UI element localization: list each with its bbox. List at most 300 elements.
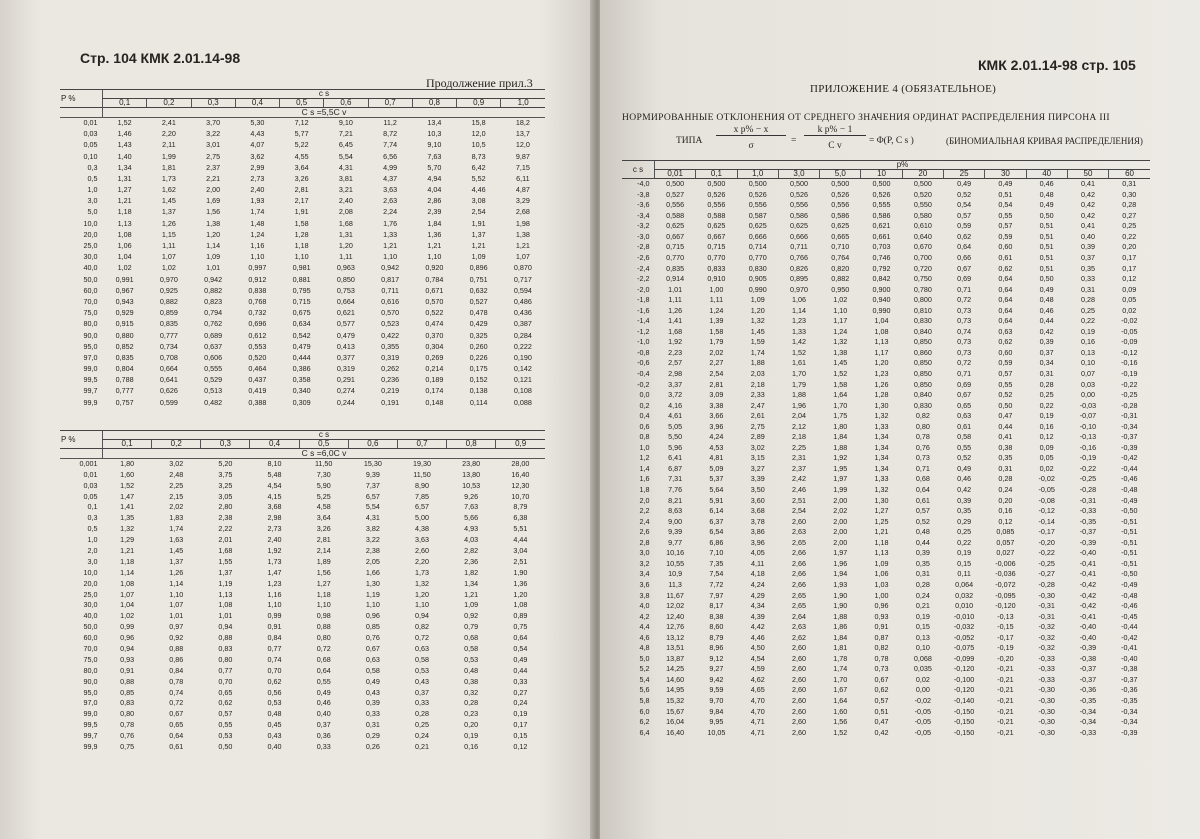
value-cell: 1,28 (874, 390, 889, 400)
value-cell: 0,88 (169, 643, 184, 653)
value-cell: 0,62 (267, 676, 282, 686)
value-cell: 1,70 (791, 369, 806, 379)
value-cell: 0,377 (336, 352, 355, 362)
cs-cell: 3,2 (639, 558, 650, 568)
cs-cell: 3,8 (639, 590, 650, 600)
value-cell: 0,817 (381, 274, 400, 284)
value-cell: 0,59 (957, 221, 972, 231)
value-cell: 2,60 (791, 674, 806, 684)
value-cell: 1,18 (874, 537, 889, 547)
cv-header: 0,7 (368, 99, 412, 108)
value-cell: 1,60 (120, 469, 135, 479)
value-cell: 2,63 (791, 527, 806, 537)
p-col-header: 60 (1109, 170, 1150, 179)
value-cell: 3,15 (750, 453, 765, 463)
p-cell: 1,0 (87, 535, 98, 545)
value-cell: 0,671 (425, 285, 444, 295)
value-cell: 2,01 (218, 535, 233, 545)
value-cell: 1,41 (120, 502, 135, 512)
value-cell: 2,15 (169, 491, 184, 501)
value-cell: 1,02 (117, 263, 132, 273)
value-cell: 4,65 (750, 685, 765, 695)
value-cell: 3,63 (383, 185, 398, 195)
p-cell: 80,0 (83, 665, 98, 675)
value-cell: -0,13 (1079, 432, 1097, 442)
value-cell: 0,71 (915, 463, 930, 473)
p-cell: 99,0 (83, 364, 98, 374)
value-cell: 0,586 (831, 210, 850, 220)
value-cell: 0,75 (120, 742, 135, 751)
value-cell: 13,12 (666, 632, 685, 642)
value-cell: 0,387 (513, 319, 532, 329)
value-cell: 2,81 (294, 185, 309, 195)
value-cell: 12,40 (666, 611, 685, 621)
value-cell: 2,62 (791, 632, 806, 642)
value-cell: 3,60 (750, 495, 765, 505)
value-cell: 9,00 (668, 516, 683, 526)
value-cell: 2,25 (169, 480, 184, 490)
value-cell: 2,02 (709, 347, 724, 357)
value-cell: 0,16 (998, 506, 1013, 516)
value-cell: 1,79 (791, 379, 806, 389)
value-cell: 0,766 (789, 253, 808, 262)
cs-cell: 0,4 (639, 411, 650, 421)
value-cell: -0,120 (953, 685, 975, 695)
value-cell: 1,92 (668, 337, 683, 347)
value-cell: 1,27 (874, 506, 889, 516)
value-cell: 7,31 (668, 474, 683, 484)
value-cell: 0,25 (1080, 305, 1095, 315)
value-cell: 2,54 (709, 369, 724, 379)
value-cell: 1,74 (833, 664, 848, 674)
table-row (622, 579, 1150, 590)
value-cell: 0,621 (336, 308, 355, 318)
table-row (622, 263, 1150, 274)
value-cell: 0,708 (159, 352, 178, 362)
value-cell: -0,10 (1079, 421, 1097, 431)
value-cell: 1,40 (117, 151, 132, 161)
value-cell: 4,54 (750, 653, 765, 663)
value-cell: -0,51 (1121, 537, 1138, 547)
value-cell: 15,8 (471, 118, 486, 128)
value-cell: -0,33 (1038, 664, 1055, 674)
value-cell: -0,42 (1121, 632, 1138, 642)
value-cell: 0,358 (292, 375, 311, 385)
value-cell: 0,28 (1080, 295, 1095, 305)
value-cell: 0,64 (513, 633, 528, 643)
value-cell: 0,51 (998, 189, 1013, 199)
value-cell: 2,65 (791, 590, 806, 600)
value-cell: 0,92 (169, 633, 184, 643)
value-cell: 0,057 (996, 537, 1015, 547)
p-cell: 0,3 (87, 513, 98, 523)
value-cell: 0,49 (957, 179, 972, 189)
value-cell: 1,01 (668, 284, 683, 294)
value-cell: 0,48 (915, 527, 930, 537)
value-cell: 0,48 (267, 709, 282, 719)
value-cell: 1,00 (874, 590, 889, 600)
value-cell: 4,07 (250, 140, 265, 150)
value-cell: 1,45 (750, 326, 765, 336)
value-cell: 4,59 (750, 664, 765, 674)
value-cell: 2,60 (791, 695, 806, 705)
p-cell: 99,9 (83, 742, 98, 751)
value-cell: 1,01 (206, 263, 221, 273)
p-col-header: 50 (1067, 170, 1108, 179)
p-col-header: 10 (861, 170, 902, 179)
p-cell: 0,05 (83, 491, 98, 501)
value-cell: 3,26 (294, 173, 309, 183)
value-cell: 0,13 (1080, 347, 1095, 357)
value-cell: 0,792 (872, 263, 891, 273)
value-cell: 4,87 (515, 185, 530, 195)
value-cell: 0,57 (218, 709, 233, 719)
value-cell: 1,97 (833, 548, 848, 558)
value-cell: 3,68 (750, 506, 765, 516)
value-cell: 0,835 (666, 263, 685, 273)
value-cell: 0,670 (913, 242, 932, 252)
value-cell: 0,46 (1039, 179, 1054, 189)
value-cell: 1,09 (874, 558, 889, 568)
p-cell: 0,1 (87, 502, 98, 512)
value-cell: 10,70 (511, 491, 530, 501)
table-row (622, 548, 1150, 559)
p-cell: 30,0 (83, 600, 98, 610)
value-cell: 1,52 (117, 118, 132, 128)
value-cell: 0,291 (336, 375, 355, 385)
table-row (622, 527, 1150, 538)
value-cell: 2,60 (791, 516, 806, 526)
value-cell: -0,50 (1121, 569, 1138, 579)
value-cell: 5,77 (294, 129, 309, 139)
value-cell: 0,37 (316, 720, 331, 730)
value-cell: 1,21 (427, 241, 442, 251)
value-cell: 4,55 (294, 151, 309, 161)
value-cell: 4,37 (383, 173, 398, 183)
value-cell: 0,55 (218, 720, 233, 730)
value-cell: 1,48 (250, 218, 265, 228)
value-cell: 0,963 (336, 263, 355, 273)
value-cell: 0,940 (872, 295, 891, 305)
cs-cell: 2,6 (639, 527, 650, 537)
value-cell: 14,60 (666, 674, 685, 684)
value-cell: 0,78 (915, 432, 930, 442)
value-cell: 1,30 (365, 578, 380, 588)
value-cell: 2,60 (791, 685, 806, 695)
value-cell: 5,48 (267, 469, 282, 479)
value-cell: 0,25 (1122, 221, 1137, 231)
value-cell: 1,75 (833, 411, 848, 421)
value-cell: 0,734 (159, 341, 178, 351)
value-cell: 2,02 (169, 502, 184, 512)
value-cell: 10,16 (666, 548, 685, 558)
value-cell: 4,24 (709, 432, 724, 442)
formula-numerator-1: x p% − x (716, 125, 786, 136)
value-cell: 5,91 (709, 495, 724, 505)
value-cell: -0,010 (953, 611, 975, 621)
value-cell: 0,68 (316, 654, 331, 664)
table-row (60, 195, 545, 206)
value-cell: -0,41 (1079, 611, 1097, 621)
value-cell: 0,35 (915, 558, 930, 568)
value-cell: 0,63 (998, 326, 1013, 336)
value-cell: 6,41 (668, 453, 683, 463)
value-cell: 11,3 (668, 579, 682, 589)
p-header: P % (60, 431, 103, 449)
value-cell: -0,46 (1121, 474, 1138, 484)
table-row (60, 480, 545, 491)
value-cell: 0,556 (707, 200, 726, 210)
table-row (622, 495, 1150, 506)
table-row (622, 611, 1150, 622)
value-cell: -0,02 (1038, 474, 1055, 484)
table-row (622, 358, 1150, 369)
value-cell: -0,150 (953, 727, 975, 737)
value-cell: 1,99 (833, 485, 848, 495)
table-row (622, 664, 1150, 675)
value-cell: 2,66 (791, 558, 806, 568)
p-col-header: 30 (985, 170, 1026, 179)
value-cell: 0,31 (915, 569, 930, 579)
value-cell: 2,60 (791, 727, 806, 737)
value-cell: -0,19 (1079, 453, 1097, 463)
value-cell: 0,55 (957, 442, 972, 452)
value-cell: 2,66 (791, 569, 806, 579)
value-cell: 2,60 (415, 545, 430, 555)
value-cell: 3,68 (267, 502, 282, 512)
cs-cell: -3,0 (637, 231, 650, 241)
value-cell: 0,33 (513, 676, 528, 686)
value-cell: 0,22 (1039, 400, 1054, 410)
value-cell: 0,61 (998, 253, 1013, 262)
value-cell: 4,99 (383, 162, 398, 172)
value-cell: 3,78 (750, 516, 765, 526)
value-cell: 1,52 (120, 480, 135, 490)
value-cell: 0,152 (469, 375, 488, 385)
value-cell: 8,38 (709, 611, 724, 621)
value-cell: 0,355 (381, 341, 400, 351)
value-cell: 0,138 (469, 386, 488, 396)
value-cell: 0,915 (115, 319, 134, 329)
value-cell: 2,75 (750, 421, 765, 431)
value-cell: 8,60 (709, 622, 724, 632)
value-cell: 1,37 (218, 567, 233, 577)
value-cell: 0,479 (336, 330, 355, 340)
table-row (622, 316, 1150, 327)
value-cell: 0,833 (707, 263, 726, 273)
value-cell: 0,661 (872, 231, 891, 241)
value-cell: 0,777 (159, 330, 178, 340)
value-cell: 10,53 (462, 480, 481, 490)
value-cell: 0,711 (790, 242, 808, 252)
value-cell: 0,43 (415, 676, 430, 686)
value-cell: -0,41 (1079, 569, 1097, 579)
value-cell: -0,39 (1079, 537, 1097, 547)
value-cell: 0,93 (120, 654, 135, 664)
cs-cell: -0,4 (637, 369, 650, 379)
value-cell: 4,44 (513, 535, 528, 545)
value-cell: 0,64 (998, 284, 1013, 294)
value-cell: 2,65 (791, 537, 806, 547)
cs-cell: 2,8 (639, 537, 650, 547)
value-cell: 0,634 (292, 319, 311, 329)
cv-header: 1,0 (501, 99, 545, 108)
value-cell: 1,08 (120, 578, 135, 588)
value-cell: 3,25 (218, 480, 233, 490)
value-cell: 0,91 (120, 665, 135, 675)
value-cell: -0,19 (1121, 369, 1138, 379)
table-row (60, 218, 545, 229)
value-cell: 2,36 (464, 556, 479, 566)
value-cell: -0,37 (1079, 527, 1097, 537)
value-cell: -0,12 (1121, 347, 1138, 357)
value-cell: 0,64 (957, 242, 972, 252)
value-cell: 5,09 (709, 463, 724, 473)
value-cell: 2,40 (250, 185, 265, 195)
value-cell: -0,21 (997, 664, 1014, 674)
value-cell: -0,41 (1121, 643, 1138, 653)
value-cell: 0,57 (957, 210, 972, 220)
value-cell: 0,09 (1122, 284, 1137, 294)
value-cell: 16,40 (666, 727, 685, 737)
value-cell: 0,38 (464, 676, 479, 686)
value-cell: 1,35 (120, 513, 135, 523)
value-cell: 0,835 (159, 319, 178, 329)
value-cell: -0,37 (1121, 432, 1138, 442)
value-cell: 0,44 (998, 421, 1013, 431)
value-cell: 0,97 (169, 622, 184, 632)
value-cell: 0,53 (464, 654, 479, 664)
value-cell: 0,625 (789, 221, 808, 231)
value-cell: 0,621 (872, 221, 891, 231)
cs-cell: -2,6 (637, 253, 650, 262)
value-cell: 2,14 (316, 545, 331, 555)
value-cell: -0,42 (1079, 590, 1097, 600)
value-cell: 0,61 (915, 495, 930, 505)
table-row (622, 716, 1150, 727)
value-cell: 0,28 (415, 709, 430, 719)
value-cell: 4,29 (750, 590, 765, 600)
value-cell: 1,21 (383, 241, 398, 251)
value-cell: 0,55 (998, 210, 1013, 220)
value-cell: 0,527 (469, 296, 488, 306)
p-cell: 99,0 (83, 709, 98, 719)
table-row (60, 621, 545, 632)
value-cell: 0,991 (115, 274, 134, 284)
value-cell: 0,189 (425, 375, 444, 385)
formula-denominator-1: σ (748, 141, 754, 151)
value-cell: -0,15 (997, 622, 1014, 632)
p-cell: 0,05 (83, 140, 98, 150)
value-cell: 1,03 (874, 579, 889, 589)
value-cell: 3,50 (750, 485, 765, 495)
value-cell: 1,34 (117, 162, 132, 172)
value-cell: 0,35 (998, 453, 1013, 463)
value-cell: 0,73 (957, 305, 972, 315)
value-cell: 0,46 (957, 474, 972, 484)
value-cell: 1,04 (117, 252, 132, 262)
value-cell: 5,70 (427, 162, 442, 172)
value-cell: 0,41 (998, 432, 1013, 442)
value-cell: 0,700 (913, 253, 932, 262)
value-cell: 0,500 (831, 179, 850, 189)
table-row (60, 632, 545, 643)
value-cell: 0,444 (292, 352, 311, 362)
value-cell: -0,052 (953, 632, 975, 642)
value-cell: 7,76 (668, 485, 683, 495)
value-cell: -0,36 (1079, 685, 1097, 695)
value-cell: 0,42 (1080, 200, 1095, 210)
value-cell: -0,19 (997, 643, 1014, 653)
value-cell: -0,39 (1121, 727, 1138, 737)
value-cell: 13,4 (427, 118, 442, 128)
cv-header: 0,7 (397, 440, 446, 449)
value-cell: 1,47 (267, 567, 282, 577)
value-cell: 1,21 (515, 241, 530, 251)
value-cell: -0,35 (1121, 695, 1138, 705)
table-row (622, 432, 1150, 443)
value-cell: 1,34 (874, 463, 889, 473)
value-cell: 1,47 (120, 491, 135, 501)
value-cell: -0,31 (1079, 495, 1097, 505)
value-cell: 0,32 (464, 687, 479, 697)
value-cell: 4,46 (750, 632, 765, 642)
value-cell: 2,38 (218, 513, 233, 523)
value-cell: 0,717 (513, 274, 532, 284)
value-cell: 0,50 (1039, 210, 1054, 220)
value-cell: 1,88 (833, 611, 848, 621)
value-cell: 4,43 (250, 129, 265, 139)
value-cell: 0,108 (513, 386, 532, 396)
right-page (600, 0, 1200, 839)
value-cell: 1,69 (206, 196, 221, 206)
value-cell: 0,71 (957, 369, 972, 379)
value-cell: 1,90 (833, 601, 848, 611)
value-cell: 5,30 (250, 118, 265, 128)
value-cell: 0,500 (666, 179, 685, 189)
value-cell: 1,41 (668, 316, 683, 326)
value-cell: 0,35 (957, 506, 972, 516)
value-cell: 0,478 (469, 308, 488, 318)
p-cell: 10,0 (83, 567, 98, 577)
cs-cell: 2,2 (639, 506, 650, 516)
table-row (60, 307, 545, 318)
value-cell: 0,580 (913, 210, 932, 220)
value-cell: 0,556 (789, 200, 808, 210)
p-cell: 30,0 (83, 252, 98, 262)
value-cell: 0,63 (957, 411, 972, 421)
cs-cell: 4,0 (639, 601, 650, 611)
p-cell: 50,0 (83, 274, 98, 284)
value-cell: -0,44 (1121, 463, 1138, 473)
value-cell: 0,553 (248, 341, 267, 351)
value-cell: 2,20 (161, 129, 176, 139)
value-cell: 0,625 (666, 221, 685, 231)
value-cell: 0,96 (365, 611, 380, 621)
value-cell: 4,16 (668, 400, 683, 410)
table-row (622, 442, 1150, 453)
page-header: Стр. 104 КМК 2.01.14-98 (80, 50, 241, 66)
cv-header: 0,8 (412, 99, 456, 108)
value-cell: 6,14 (709, 506, 724, 516)
value-cell: 0,419 (248, 386, 267, 396)
value-cell: 3,81 (338, 173, 353, 183)
value-cell: 0,929 (115, 308, 134, 318)
p-cell: 75,0 (83, 308, 98, 318)
value-cell: 0,777 (115, 386, 134, 396)
value-cell: 0,80 (218, 654, 233, 664)
value-cell: 0,53 (267, 698, 282, 708)
